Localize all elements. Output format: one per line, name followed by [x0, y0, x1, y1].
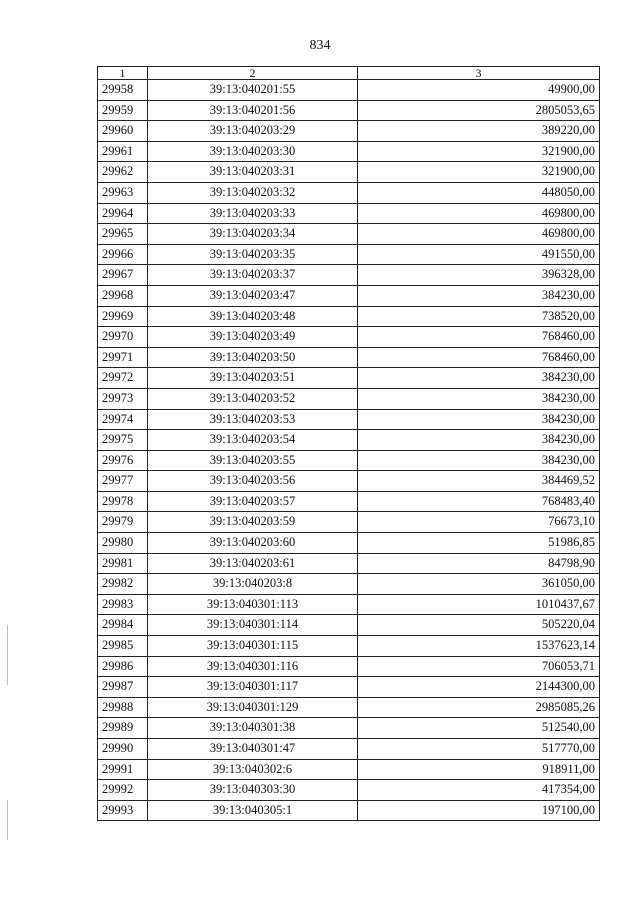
row-number-cell: 29967 — [98, 265, 148, 286]
value-cell: 738520,00 — [358, 306, 600, 327]
cadastral-number-cell: 39:13:040203:61 — [148, 553, 358, 574]
table-row — [98, 203, 600, 224]
value-cell: 1537623,14 — [358, 636, 600, 657]
row-number-cell: 29982 — [98, 574, 148, 595]
table-row — [98, 759, 600, 780]
value-cell: 384230,00 — [358, 409, 600, 430]
row-number-cell: 29978 — [98, 491, 148, 512]
cadastral-number-cell: 39:13:040203:30 — [148, 141, 358, 162]
row-number-cell: 29991 — [98, 759, 148, 780]
cadastral-number-cell: 39:13:040201:56 — [148, 100, 358, 121]
cadastral-number-cell: 39:13:040203:48 — [148, 306, 358, 327]
cadastral-number-cell: 39:13:040203:32 — [148, 182, 358, 203]
row-number-cell: 29960 — [98, 121, 148, 142]
table-row — [98, 162, 600, 183]
table-row — [98, 306, 600, 327]
scan-margin-mark — [7, 625, 8, 685]
table-row — [98, 780, 600, 801]
value-cell: 918911,00 — [358, 759, 600, 780]
cadastral-number-cell: 39:13:040301:113 — [148, 594, 358, 615]
page-number: 834 — [309, 38, 331, 53]
table-row — [98, 347, 600, 368]
cadastral-number-cell: 39:13:040203:8 — [148, 574, 358, 595]
value-cell: 469800,00 — [358, 203, 600, 224]
table-row — [98, 491, 600, 512]
row-number-cell: 29984 — [98, 615, 148, 636]
column-header: 1 — [98, 67, 148, 80]
row-number-cell: 29973 — [98, 388, 148, 409]
value-cell: 321900,00 — [358, 141, 600, 162]
value-cell: 768483,40 — [358, 491, 600, 512]
row-number-cell: 29966 — [98, 244, 148, 265]
value-cell: 389220,00 — [358, 121, 600, 142]
registry-table — [97, 66, 600, 821]
value-cell: 51986,85 — [358, 533, 600, 554]
row-number-cell: 29989 — [98, 718, 148, 739]
value-cell: 321900,00 — [358, 162, 600, 183]
cadastral-number-cell: 39:13:040203:37 — [148, 265, 358, 286]
row-number-cell: 29979 — [98, 512, 148, 533]
row-number-cell: 29985 — [98, 636, 148, 657]
row-number-cell: 29976 — [98, 450, 148, 471]
cadastral-number-cell: 39:13:040203:31 — [148, 162, 358, 183]
value-cell: 384469,52 — [358, 471, 600, 492]
row-number-cell: 29988 — [98, 697, 148, 718]
table-row — [98, 800, 600, 821]
column-header: 2 — [148, 67, 358, 80]
table-row — [98, 512, 600, 533]
table-row — [98, 121, 600, 142]
table-row — [98, 368, 600, 389]
value-cell: 384230,00 — [358, 388, 600, 409]
row-number-cell: 29974 — [98, 409, 148, 430]
cadastral-number-cell: 39:13:040203:34 — [148, 224, 358, 245]
cadastral-number-cell: 39:13:040203:50 — [148, 347, 358, 368]
row-number-cell: 29968 — [98, 285, 148, 306]
row-number-cell: 29990 — [98, 739, 148, 760]
cadastral-number-cell: 39:13:040301:115 — [148, 636, 358, 657]
row-number-cell: 29987 — [98, 677, 148, 698]
value-cell: 491550,00 — [358, 244, 600, 265]
table-row — [98, 100, 600, 121]
row-number-cell: 29971 — [98, 347, 148, 368]
cadastral-number-cell: 39:13:040302:6 — [148, 759, 358, 780]
table-row — [98, 594, 600, 615]
cadastral-number-cell: 39:13:040203:59 — [148, 512, 358, 533]
table-row — [98, 471, 600, 492]
table-row — [98, 450, 600, 471]
row-number-cell: 29961 — [98, 141, 148, 162]
value-cell: 448050,00 — [358, 182, 600, 203]
table-header-row — [98, 67, 600, 80]
row-number-cell: 29972 — [98, 368, 148, 389]
row-number-cell: 29963 — [98, 182, 148, 203]
cadastral-number-cell: 39:13:040203:60 — [148, 533, 358, 554]
cadastral-number-cell: 39:13:040305:1 — [148, 800, 358, 821]
row-number-cell: 29981 — [98, 553, 148, 574]
cadastral-number-cell: 39:13:040203:53 — [148, 409, 358, 430]
value-cell: 197100,00 — [358, 800, 600, 821]
value-cell: 361050,00 — [358, 574, 600, 595]
table-row — [98, 615, 600, 636]
row-number-cell: 29969 — [98, 306, 148, 327]
cadastral-number-cell: 39:13:040203:35 — [148, 244, 358, 265]
table-row — [98, 327, 600, 348]
table-row — [98, 141, 600, 162]
cadastral-number-cell: 39:13:040301:117 — [148, 677, 358, 698]
value-cell: 517770,00 — [358, 739, 600, 760]
table-row — [98, 636, 600, 657]
value-cell: 76673,10 — [358, 512, 600, 533]
row-number-cell: 29986 — [98, 656, 148, 677]
table-row — [98, 533, 600, 554]
value-cell: 1010437,67 — [358, 594, 600, 615]
table-row — [98, 718, 600, 739]
row-number-cell: 29962 — [98, 162, 148, 183]
row-number-cell: 29964 — [98, 203, 148, 224]
cadastral-number-cell: 39:13:040203:51 — [148, 368, 358, 389]
table-row — [98, 182, 600, 203]
value-cell: 384230,00 — [358, 285, 600, 306]
table-row — [98, 697, 600, 718]
cadastral-number-cell: 39:13:040203:56 — [148, 471, 358, 492]
cadastral-number-cell: 39:13:040203:29 — [148, 121, 358, 142]
cadastral-number-cell: 39:13:040203:52 — [148, 388, 358, 409]
value-cell: 505220,04 — [358, 615, 600, 636]
table-row — [98, 574, 600, 595]
value-cell: 469800,00 — [358, 224, 600, 245]
table-row — [98, 677, 600, 698]
value-cell: 2144300,00 — [358, 677, 600, 698]
table-row — [98, 388, 600, 409]
value-cell: 84798,90 — [358, 553, 600, 574]
table-row — [98, 224, 600, 245]
value-cell: 417354,00 — [358, 780, 600, 801]
table-row — [98, 244, 600, 265]
table-row — [98, 430, 600, 451]
row-number-cell: 29959 — [98, 100, 148, 121]
row-number-cell: 29970 — [98, 327, 148, 348]
scan-margin-mark — [7, 800, 8, 840]
value-cell: 2985085,26 — [358, 697, 600, 718]
table-row — [98, 656, 600, 677]
cadastral-number-cell: 39:13:040203:49 — [148, 327, 358, 348]
cadastral-number-cell: 39:13:040203:47 — [148, 285, 358, 306]
value-cell: 396328,00 — [358, 265, 600, 286]
column-header: 3 — [358, 67, 600, 80]
value-cell: 384230,00 — [358, 450, 600, 471]
row-number-cell: 29977 — [98, 471, 148, 492]
table-row — [98, 409, 600, 430]
row-number-cell: 29965 — [98, 224, 148, 245]
cadastral-number-cell: 39:13:040203:33 — [148, 203, 358, 224]
table-row — [98, 739, 600, 760]
row-number-cell: 29993 — [98, 800, 148, 821]
row-number-cell: 29992 — [98, 780, 148, 801]
row-number-cell: 29983 — [98, 594, 148, 615]
value-cell: 768460,00 — [358, 327, 600, 348]
value-cell: 706053,71 — [358, 656, 600, 677]
value-cell: 384230,00 — [358, 430, 600, 451]
table-row — [98, 80, 600, 101]
cadastral-number-cell: 39:13:040203:55 — [148, 450, 358, 471]
value-cell: 2805053,65 — [358, 100, 600, 121]
value-cell: 49900,00 — [358, 80, 600, 101]
cadastral-number-cell: 39:13:040301:47 — [148, 739, 358, 760]
cadastral-number-cell: 39:13:040303:30 — [148, 780, 358, 801]
cadastral-number-cell: 39:13:040203:57 — [148, 491, 358, 512]
row-number-cell: 29958 — [98, 80, 148, 101]
table-row — [98, 553, 600, 574]
table-row — [98, 285, 600, 306]
row-number-cell: 29980 — [98, 533, 148, 554]
cadastral-number-cell: 39:13:040301:38 — [148, 718, 358, 739]
cadastral-number-cell: 39:13:040201:55 — [148, 80, 358, 101]
value-cell: 384230,00 — [358, 368, 600, 389]
cadastral-number-cell: 39:13:040301:116 — [148, 656, 358, 677]
value-cell: 768460,00 — [358, 347, 600, 368]
value-cell: 512540,00 — [358, 718, 600, 739]
table-row — [98, 265, 600, 286]
cadastral-number-cell: 39:13:040203:54 — [148, 430, 358, 451]
row-number-cell: 29975 — [98, 430, 148, 451]
cadastral-number-cell: 39:13:040301:129 — [148, 697, 358, 718]
cadastral-number-cell: 39:13:040301:114 — [148, 615, 358, 636]
